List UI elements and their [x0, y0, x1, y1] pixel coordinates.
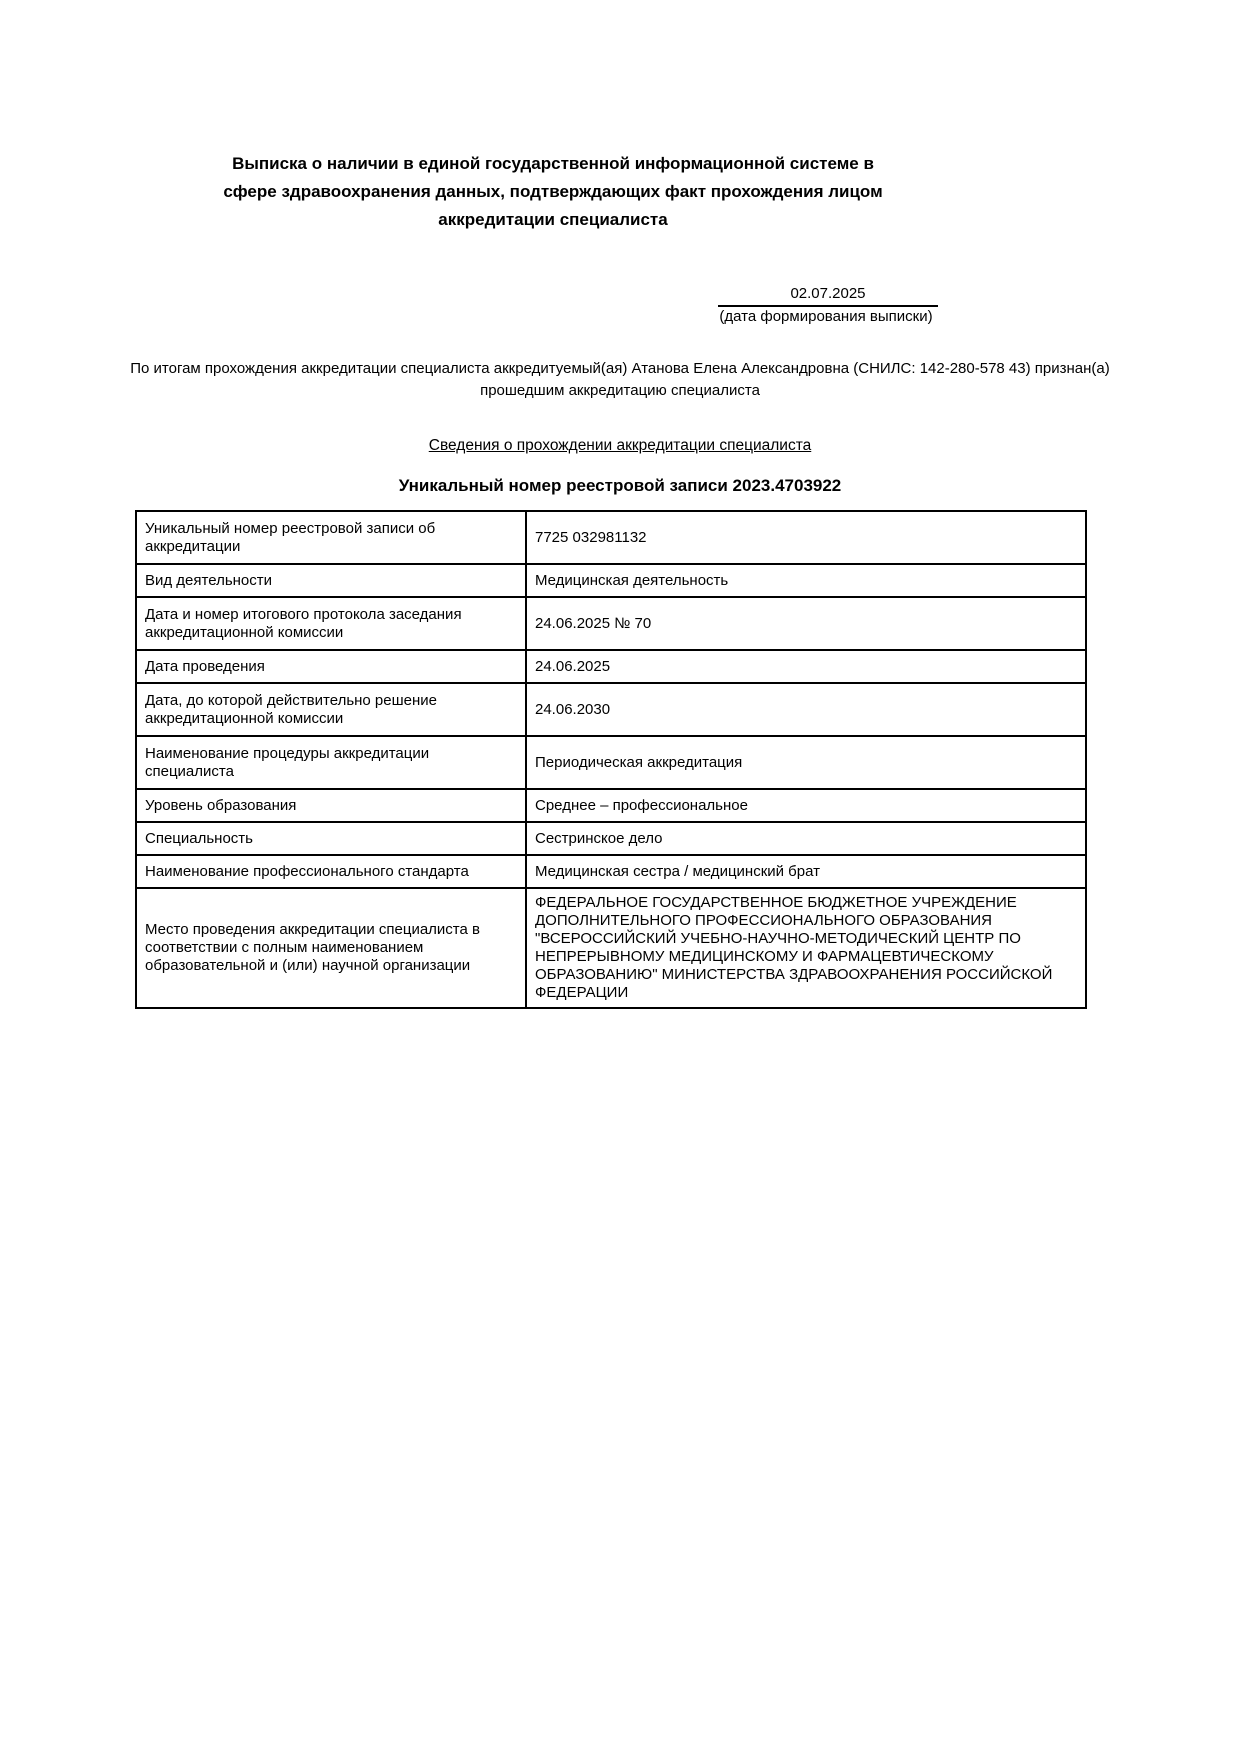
table-row — [136, 564, 1086, 597]
formation-date-value: 02.07.2025 — [718, 284, 938, 307]
row-value: ФЕДЕРАЛЬНОЕ ГОСУДАРСТВЕННОЕ БЮДЖЕТНОЕ УЧРЕЖДЕНИЕ ДОПОЛНИТЕЛЬНОГО ПРОФЕССИОНАЛЬНОГО ОБРАЗОВАНИЯ "ВСЕРОССИЙСКИЙ УЧЕБНО-НАУЧНО-МЕТОДИЧЕСКИЙ ЦЕНТР ПО НЕПРЕРЫВНОМУ МЕДИЦИНСКОМУ И ФАРМАЦЕВТИЧЕСКОМУ ОБРАЗОВАНИЮ" МИНИСТЕРСТВА ЗДРАВООХРАНЕНИЯ РОССИЙСКОЙ ФЕДЕРАЦИИ — [526, 888, 1086, 1008]
table-row — [136, 855, 1086, 888]
row-value: Медицинская деятельность — [526, 564, 1086, 597]
table-row — [136, 736, 1086, 789]
accreditation-details-table — [135, 510, 1087, 1009]
table-row — [136, 511, 1086, 564]
row-label: Дата проведения — [136, 650, 526, 683]
table-row — [136, 683, 1086, 736]
row-value: 24.06.2025 № 70 — [526, 597, 1086, 650]
row-label: Специальность — [136, 822, 526, 855]
row-label: Вид деятельности — [136, 564, 526, 597]
registry-number-heading: Уникальный номер реестровой записи 2023.4703922 — [398, 476, 842, 495]
row-label: Дата и номер итогового протокола заседания аккредитационной комиссии — [136, 597, 526, 650]
accreditation-summary-paragraph: По итогам прохождения аккредитации специалиста аккредитуемый(ая) Атанова Елена Александровна (СНИЛС: 142-280-578 43) признан(а) прошедшим аккредитацию специалиста — [130, 360, 1110, 399]
table-row — [136, 822, 1086, 855]
row-label: Наименование процедуры аккредитации специалиста — [136, 736, 526, 789]
document-title: Выписка о наличии в единой государственной информационной системе в сфере здравоохранения данных, подтверждающих факт прохождения лицом аккредитации специалиста — [223, 154, 883, 229]
row-value: Медицинская сестра / медицинский брат — [526, 855, 1086, 888]
table-row — [136, 789, 1086, 822]
table-row — [136, 650, 1086, 683]
row-value: 7725 032981132 — [526, 511, 1086, 564]
row-value: Сестринское дело — [526, 822, 1086, 855]
row-value: 24.06.2030 — [526, 683, 1086, 736]
table-row — [136, 597, 1086, 650]
section-heading: Сведения о прохождении аккредитации специалиста — [428, 437, 812, 454]
formation-date-block — [718, 284, 938, 326]
formation-date-caption: (дата формирования выписки) — [719, 308, 933, 325]
row-label: Уровень образования — [136, 789, 526, 822]
table-row — [136, 888, 1086, 1008]
row-value: Среднее – профессиональное — [526, 789, 1086, 822]
row-label: Уникальный номер реестровой записи об аккредитации — [136, 511, 526, 564]
row-label: Дата, до которой действительно решение аккредитационной комиссии — [136, 683, 526, 736]
row-label: Наименование профессионального стандарта — [136, 855, 526, 888]
row-label: Место проведения аккредитации специалиста в соответствии с полным наименованием образовательной и (или) научной организации — [136, 888, 526, 1008]
row-value: 24.06.2025 — [526, 650, 1086, 683]
row-value: Периодическая аккредитация — [526, 736, 1086, 789]
